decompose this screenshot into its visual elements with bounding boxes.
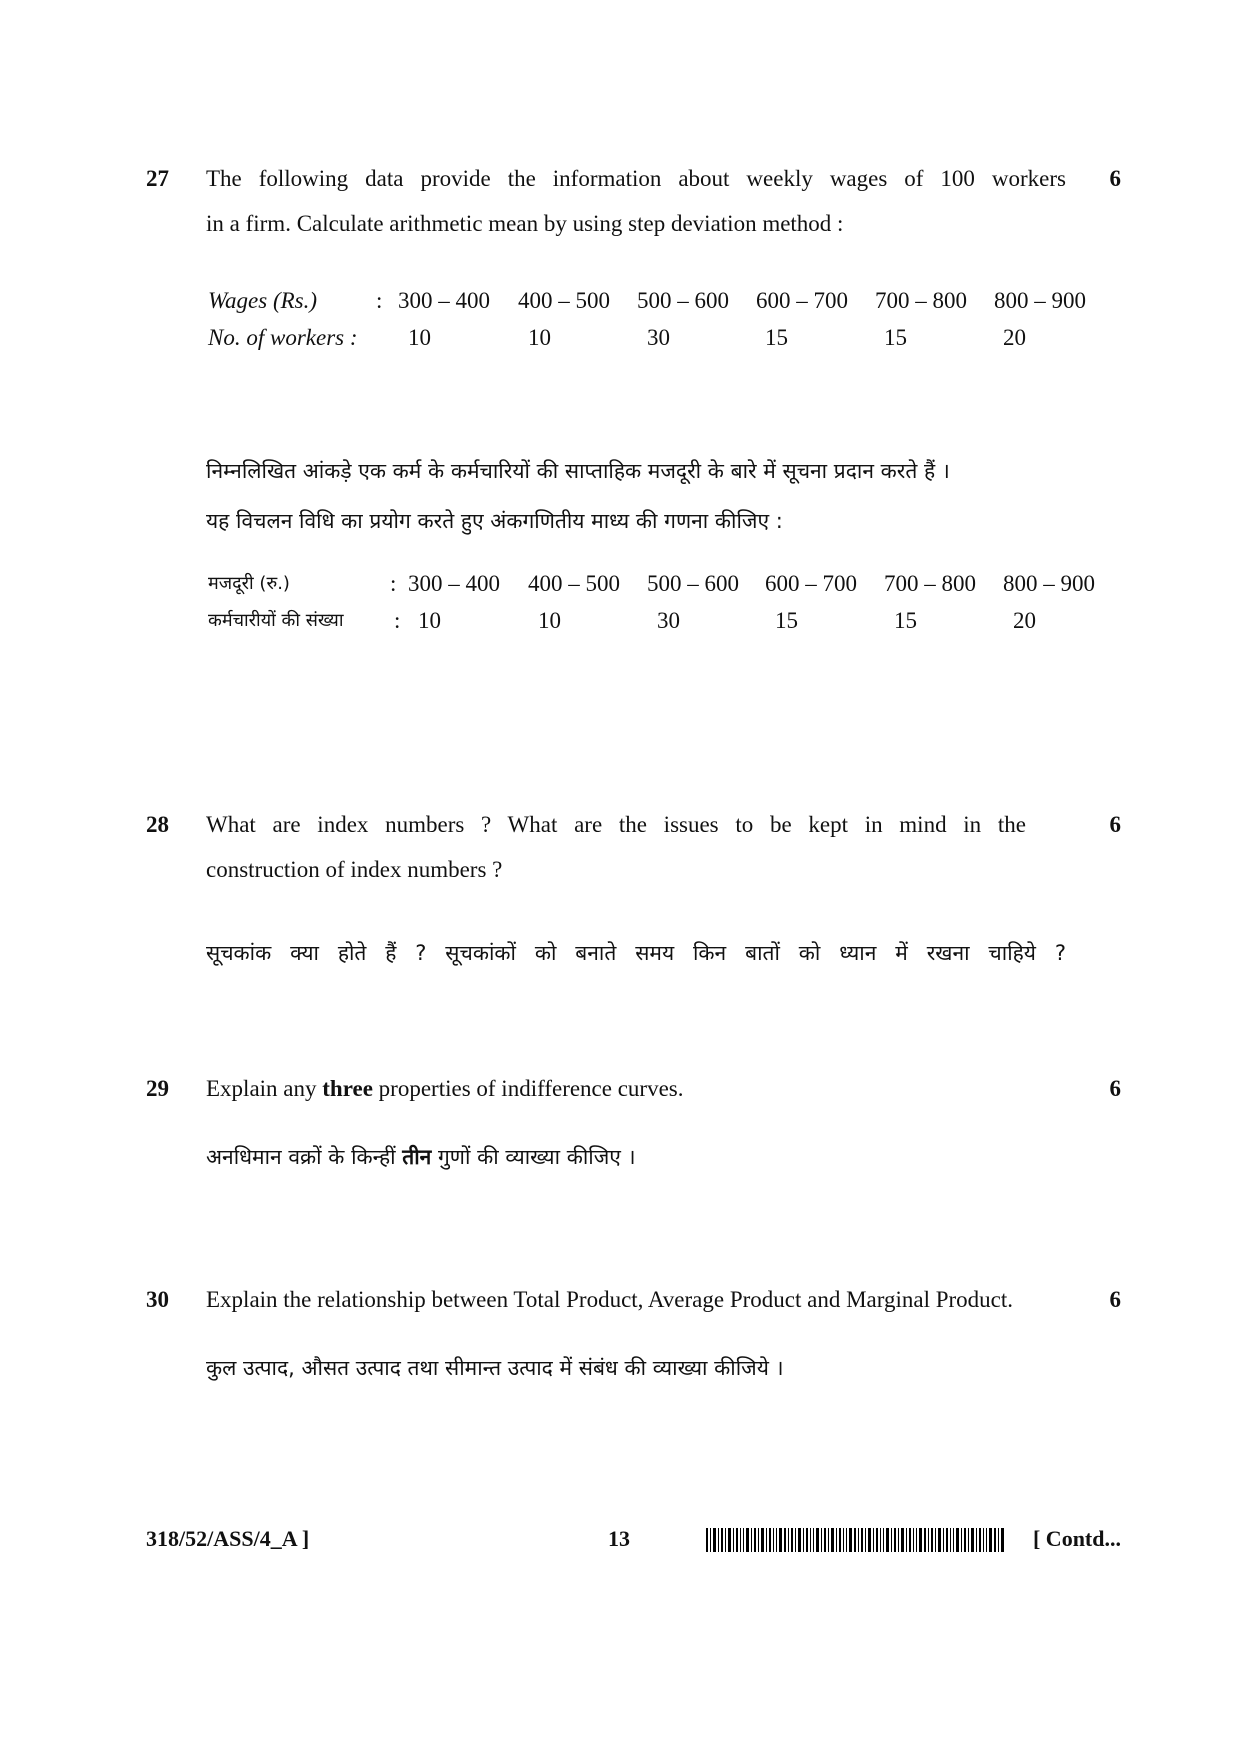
colon: :	[390, 571, 397, 596]
table-cell: 20	[1003, 325, 1026, 350]
barcode-icon	[706, 1528, 1006, 1552]
table-cell: 700 – 800	[884, 571, 976, 596]
table-cell: 10	[528, 325, 551, 350]
table-cell: 500 – 600	[637, 288, 729, 313]
page-number: 13	[608, 1526, 630, 1551]
marks: 6	[1109, 812, 1121, 837]
row-label: Wages (Rs.)	[208, 288, 318, 313]
table-cell: 10	[408, 325, 431, 350]
table-cell: 600 – 700	[765, 571, 857, 596]
text-line: construction of index numbers ?	[206, 857, 503, 882]
text-line: निम्नलिखित आंकड़े एक कर्म के कर्मचारियों की साप्ताहिक मजदूरी के बारे में सूचना प्रदान करते हैं ।	[206, 459, 950, 483]
row-label: मजदूरी (रु.)	[208, 573, 290, 594]
question-text-en	[206, 802, 1026, 892]
table-cell: 600 – 700	[756, 288, 848, 313]
text-line: in a firm. Calculate arithmetic mean by using step deviation method :	[206, 211, 844, 236]
table-cell: 500 – 600	[647, 571, 739, 596]
colon: :	[394, 608, 401, 633]
table-cell: 20	[1013, 608, 1036, 633]
table-cell: 15	[775, 608, 798, 633]
table-cell: 15	[894, 608, 917, 633]
table-cell: 400 – 500	[528, 571, 620, 596]
table-cell: 700 – 800	[875, 288, 967, 313]
paper-code: 318/52/ASS/4_A ]	[146, 1526, 310, 1551]
text-fragment: अनधिमान वक्रों के किन्हीं	[206, 1145, 403, 1169]
question-text-en	[206, 156, 1066, 246]
emphasis: three	[322, 1076, 373, 1101]
marks: 6	[1109, 1287, 1121, 1312]
page-footer	[146, 1526, 1121, 1556]
question-text-hi	[206, 446, 950, 546]
question-text-en	[206, 1277, 1096, 1322]
colon: :	[376, 288, 383, 313]
text-line: सूचकांक क्या होते हैं ? सूचकांकों को बनाते समय किन बातों को ध्यान में रखना चाहिये ?	[206, 941, 1066, 965]
question-text-en	[206, 1066, 1066, 1111]
text-line: यह विचलन विधि का प्रयोग करते हुए अंकगणितीय माध्य की गणना कीजिए :	[206, 509, 783, 533]
table-cell: 30	[647, 325, 670, 350]
question-number: 29	[146, 1076, 169, 1101]
table-cell: 800 – 900	[994, 288, 1086, 313]
text-line: The following data provide the information about weekly wages of 100 workers	[206, 166, 1066, 191]
table-cell: 15	[884, 325, 907, 350]
question-number: 27	[146, 166, 169, 191]
table-cell: 300 – 400	[398, 288, 490, 313]
table-cell: 15	[765, 325, 788, 350]
question-number: 28	[146, 812, 169, 837]
question-text-hi	[206, 1132, 636, 1182]
question-text-hi	[206, 928, 1066, 978]
continued-label: [ Contd...	[1032, 1526, 1121, 1551]
table-cell: 10	[538, 608, 561, 633]
row-label: No. of workers :	[208, 325, 358, 350]
marks: 6	[1109, 166, 1121, 191]
row-label: कर्मचारीयों की संख्या	[208, 610, 344, 631]
text-fragment: properties of indifference curves.	[372, 1076, 684, 1101]
question-text-hi	[206, 1343, 784, 1393]
table-cell: 30	[657, 608, 680, 633]
text-fragment: Explain any	[206, 1076, 323, 1101]
table-cell: 300 – 400	[408, 571, 500, 596]
table-cell: 10	[418, 608, 441, 633]
text-line: कुल उत्पाद, औसत उत्पाद तथा सीमान्त उत्पाद में संबंध की व्याख्या कीजिये ।	[206, 1356, 784, 1380]
emphasis: तीन	[402, 1145, 432, 1169]
text-line: Explain the relationship between Total Product, Average Product and Marginal Product.	[206, 1287, 1014, 1312]
table-cell: 800 – 900	[1003, 571, 1095, 596]
marks: 6	[1109, 1076, 1121, 1101]
table-cell: 400 – 500	[518, 288, 610, 313]
question-number: 30	[146, 1287, 169, 1312]
text-fragment: गुणों की व्याख्या कीजिए ।	[431, 1145, 636, 1169]
text-line: What are index numbers ? What are the issues to be kept in mind in the	[206, 812, 1026, 837]
